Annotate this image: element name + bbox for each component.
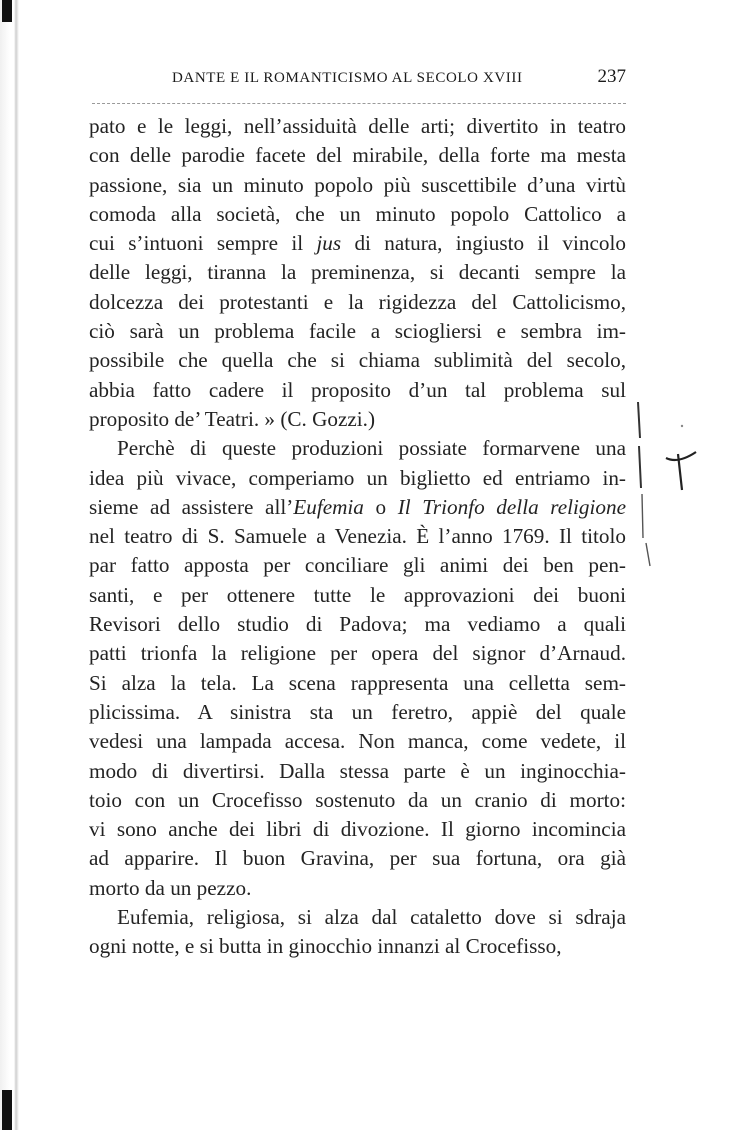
text-line: Eufemia, religiosa, si alza dal cataletto dove si sdraja: [117, 905, 626, 930]
italic-title: jus: [316, 231, 342, 256]
text-line: patti trionfa la religione per opera del signor d’Arnaud.: [89, 641, 626, 666]
text-line: sieme ad assistere all’Eufemia o Il Trionfo della religione: [89, 494, 626, 519]
text-line: dolcezza dei protestanti e la rigidezza del Cattolicismo,: [89, 289, 626, 314]
text-line: possibile che quella che si chiama sublimità del secolo,: [89, 348, 626, 373]
text-line: santi, e per ottenere tutte le approvazioni dei buoni: [89, 582, 626, 607]
text-line: morto da un pezzo.: [89, 875, 252, 900]
text-line: vedesi una lampada accesa. Non manca, come vedete, il: [89, 729, 626, 754]
binding-mark: [2, 1090, 12, 1130]
text-line: vi sono anche dei libri di divozione. Il giorno incomincia: [89, 817, 626, 842]
italic-title: Eufemia: [293, 494, 364, 519]
text-line: Perchè di queste produzioni possiate formarvene una: [117, 436, 626, 461]
text-line: ciò sarà un problema facile a sciogliersi e sembra im-: [89, 319, 626, 344]
margin-annotation-mark: [630, 398, 710, 573]
text-line: plicissima. A sinistra sta un feretro, appiè del quale: [89, 699, 626, 724]
text-line: toio con un Crocefisso sostenuto da un cranio di morto:: [89, 787, 626, 812]
italic-title: Il Trionfo della religione: [397, 494, 626, 519]
text-line: modo di divertirsi. Dalla stessa parte è un inginocchia-: [89, 758, 626, 783]
running-title: DANTE E IL ROMANTICISMO AL SECOLO XVIII: [172, 70, 523, 86]
text-line: con delle parodie facete del mirabile, della forte ma mesta: [89, 143, 626, 168]
text-line: ad apparire. Il buon Gravina, per sua fortuna, ora già: [89, 846, 626, 871]
page-number: 237: [597, 66, 626, 87]
page-header: [92, 66, 626, 90]
binding-mark: [2, 0, 12, 22]
text-line: passione, sia un minuto popolo più suscettibile d’una virtù: [89, 172, 626, 197]
text-line: nel teatro di S. Samuele a Venezia. È l’anno 1769. Il titolo: [89, 524, 626, 549]
text-line: comoda alla società, che un minuto popolo Cattolico a: [89, 201, 626, 226]
text-line: pato e le leggi, nell’assiduità delle arti; divertito in teatro: [89, 114, 626, 138]
text-line: idea più vivace, comperiamo un biglietto ed entriamo in-: [89, 465, 626, 490]
body-text: [89, 112, 626, 962]
text-line: abbia fatto cadere il proposito d’un tal problema sul: [89, 377, 626, 402]
text-line: Si alza la tela. La scena rappresenta una celletta sem-: [89, 670, 626, 695]
text-line: delle leggi, tiranna la preminenza, si decanti sempre la: [89, 260, 626, 285]
text-line: proposito de’ Teatri. » (C. Gozzi.): [89, 406, 376, 431]
text-line: cui s’intuoni sempre il jus di natura, ingiusto il vincolo: [89, 231, 626, 256]
text-line: Revisori dello studio di Padova; ma vediamo a quali: [89, 612, 626, 637]
header-rule: [92, 103, 626, 104]
text-line: par fatto apposta per conciliare gli animi dei ben pen-: [89, 553, 626, 578]
text-line: ogni notte, e si butta in ginocchio innanzi al Crocefisso,: [89, 934, 562, 959]
book-spine-edge: [0, 0, 28, 1130]
